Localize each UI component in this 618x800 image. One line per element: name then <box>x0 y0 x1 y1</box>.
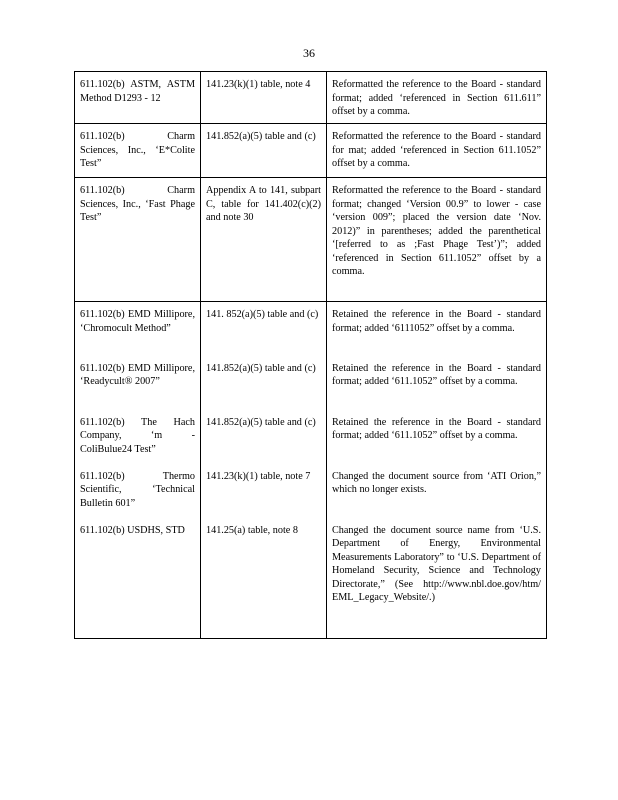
table-row <box>75 464 547 518</box>
page-number: 36 <box>303 46 315 60</box>
reference-cell: 141.852(a)(5) table and (c) <box>201 410 327 464</box>
citation-cell: 611.102(b) USDHS, STD <box>75 518 201 639</box>
table-row <box>75 410 547 464</box>
citation-cell: 611.102(b) EMD Millipore, ‘Readycult® 2007” <box>75 356 201 410</box>
table-row <box>75 178 547 302</box>
change-cell: Changed the document source from ‘ATI Orion,” which no longer exists. <box>327 464 547 518</box>
table-row <box>75 72 547 124</box>
table-row <box>75 518 547 639</box>
change-cell: Reformatted the reference to the Board - standard format; added ‘referenced in Section 611.611” offset by a comma. <box>327 72 547 124</box>
reference-cell: 141.25(a) table, note 8 <box>201 518 327 639</box>
reference-cell: 141. 852(a)(5) table and (c) <box>201 302 327 356</box>
reference-cell: 141.852(a)(5) table and (c) <box>201 124 327 178</box>
change-cell: Changed the document source name from ‘U.S. Department of Energy, Environmental Measurements Laboratory” to ‘U.S. Department of Homeland Security, Science and Technology Directorate,” (See http://www.nbl.doe.gov/htm/ EML_Legacy_Website/.) <box>327 518 547 639</box>
citation-cell: 611.102(b) ASTM, ASTM Method D1293 - 12 <box>75 72 201 124</box>
reference-changes-table <box>74 71 547 639</box>
citation-cell: 611.102(b) Charm Sciences, Inc., ‘Fast Phage Test” <box>75 178 201 302</box>
reference-cell: 141.852(a)(5) table and (c) <box>201 356 327 410</box>
citation-cell: 611.102(b) Thermo Scientific, ‘Technical Bulletin 601” <box>75 464 201 518</box>
table-row <box>75 356 547 410</box>
reference-cell: Appendix A to 141, subpart C, table for 141.402(c)(2) and note 30 <box>201 178 327 302</box>
table-row <box>75 302 547 356</box>
reference-cell: 141.23(k)(1) table, note 4 <box>201 72 327 124</box>
change-cell: Retained the reference in the Board - standard format; added ‘611.1052” offset by a comma. <box>327 410 547 464</box>
reference-cell: 141.23(k)(1) table, note 7 <box>201 464 327 518</box>
change-cell: Retained the reference in the Board - standard format; added ‘611.1052” offset by a comma. <box>327 356 547 410</box>
citation-cell: 611.102(b) Charm Sciences, Inc., ‘E*Colite Test” <box>75 124 201 178</box>
citation-cell: 611.102(b) The Hach Company, ‘m - ColiBulue24 Test” <box>75 410 201 464</box>
citation-cell: 611.102(b) EMD Millipore, ‘Chromocult Method” <box>75 302 201 356</box>
table-row <box>75 124 547 178</box>
change-cell: Reformatted the reference to the Board - standard for mat; added ‘referenced in Section 611.1052” offset by a comma. <box>327 124 547 178</box>
change-cell: Retained the reference in the Board - standard format; added ‘6111052” offset by a comma. <box>327 302 547 356</box>
change-cell: Reformatted the reference to the Board - standard format; changed ‘Version 00.9” to lower - case ‘version 009”; placed the version date ‘Nov. 2012)” in parentheses; added the parenthetical ‘[referred to as ;Fast Phage Test’)”; added ‘referenced in Section 611.1052” offset by a comma. <box>327 178 547 302</box>
